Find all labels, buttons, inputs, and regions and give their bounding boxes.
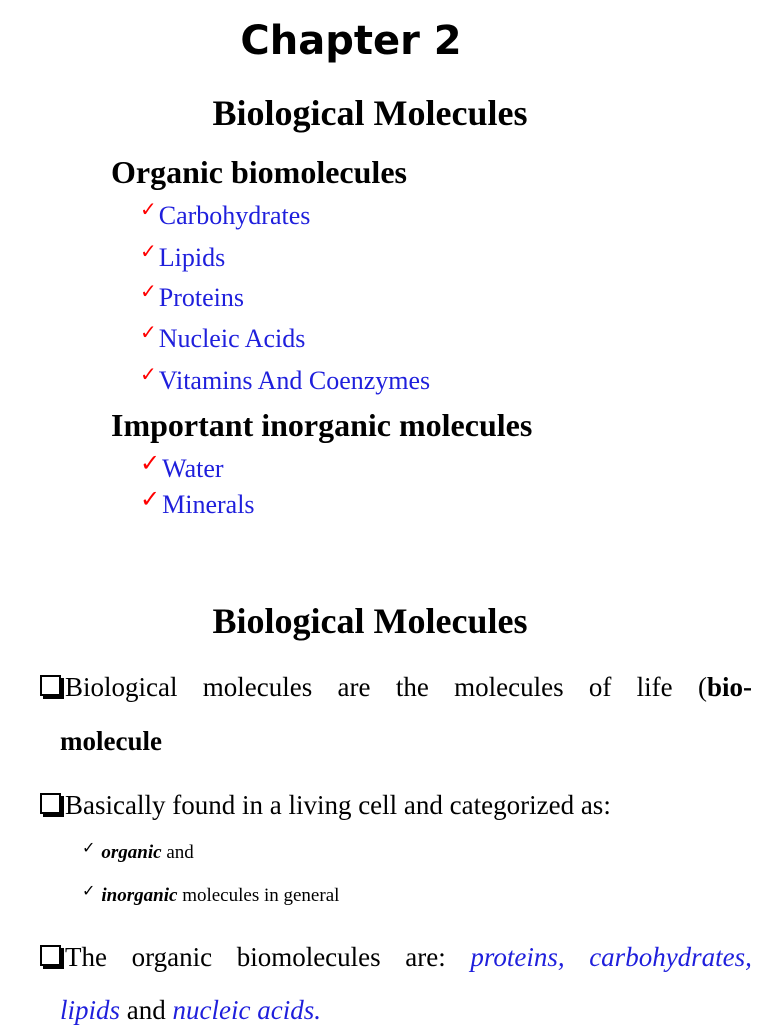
organic-item: [140, 320, 306, 354]
paragraph-word: organic: [131, 942, 213, 972]
inorganic-item: [140, 449, 224, 484]
paragraph-word: of: [588, 672, 612, 702]
bold-italic-term: inorganic: [101, 885, 178, 906]
check-icon: ✓: [140, 449, 161, 477]
chapter-title: Chapter 2: [240, 18, 462, 64]
organic-heading: Organic biomolecules: [111, 154, 407, 190]
organic-item-label: Proteins: [158, 283, 244, 312]
paragraph-word: molecules: [202, 672, 313, 702]
paragraph-text: Basically found in a living cell and categorized as:: [65, 790, 611, 820]
paragraph-word: biomolecules: [236, 942, 381, 972]
paragraph-3-line-2: [60, 995, 321, 1026]
organic-item-label: Nucleic Acids: [158, 324, 306, 353]
bold-italic-term: organic: [101, 842, 162, 863]
check-icon: ✓: [140, 485, 161, 513]
paragraph-word: [698, 672, 752, 703]
checkbox-bullet-icon: [40, 793, 61, 814]
highlight-term: proteins,: [470, 942, 565, 972]
organic-item: [140, 362, 431, 396]
bold-term: bio-: [706, 672, 752, 702]
paragraph-word-text: Biological: [65, 672, 178, 702]
highlight-term: lipids: [60, 995, 121, 1025]
paragraph-2: [40, 790, 611, 821]
sub-item-text: and: [166, 842, 194, 863]
highlight-term: nucleic acids: [172, 995, 315, 1025]
paragraph-1-line-2: [60, 726, 162, 757]
check-icon: ✓: [140, 362, 157, 386]
section-title-2: Biological Molecules: [212, 601, 528, 641]
paragraph-word: molecules: [454, 672, 564, 702]
checkbox-bullet-icon: [40, 675, 61, 696]
sub-item-organic: [82, 838, 194, 864]
organic-item: [140, 279, 244, 313]
inorganic-item: [140, 485, 255, 520]
paragraph-word: are:: [405, 942, 446, 972]
organic-item-label: Carbohydrates: [158, 201, 311, 230]
paragraph-word: are: [337, 672, 371, 702]
sub-item-inorganic: [82, 881, 340, 907]
paragraph-word: [40, 672, 177, 703]
check-icon: ✓: [140, 279, 157, 303]
highlight-term: carbohydrates,: [589, 942, 752, 972]
inorganic-heading: Important inorganic molecules: [111, 407, 533, 443]
check-icon: ✓: [140, 197, 157, 221]
organic-item-label: Vitamins And Coenzymes: [158, 366, 431, 395]
organic-item: [140, 197, 311, 231]
checkbox-bullet-icon: [40, 945, 61, 966]
paragraph-word-text: The: [65, 942, 107, 972]
paren: (: [697, 672, 707, 702]
paragraph-word: [40, 942, 107, 973]
sub-item-text: molecules in general: [182, 885, 340, 906]
inorganic-item-label: Water: [162, 454, 224, 483]
paragraph-word: and: [126, 995, 166, 1025]
paragraph-word: life: [636, 672, 673, 702]
paragraph-word: the: [395, 672, 429, 702]
check-icon: ✓: [140, 320, 157, 344]
check-icon: ✓: [82, 881, 96, 900]
bold-term: molecule: [60, 726, 162, 756]
section-title-1: Biological Molecules: [212, 93, 528, 133]
period: .: [314, 995, 321, 1025]
inorganic-item-label: Minerals: [162, 490, 255, 519]
paragraph-1-line-1: [40, 672, 752, 703]
check-icon: ✓: [82, 838, 96, 857]
check-icon: ✓: [140, 239, 157, 263]
organic-item: [140, 239, 226, 273]
organic-item-label: Lipids: [158, 243, 226, 272]
paragraph-3-line-1: [40, 942, 752, 973]
